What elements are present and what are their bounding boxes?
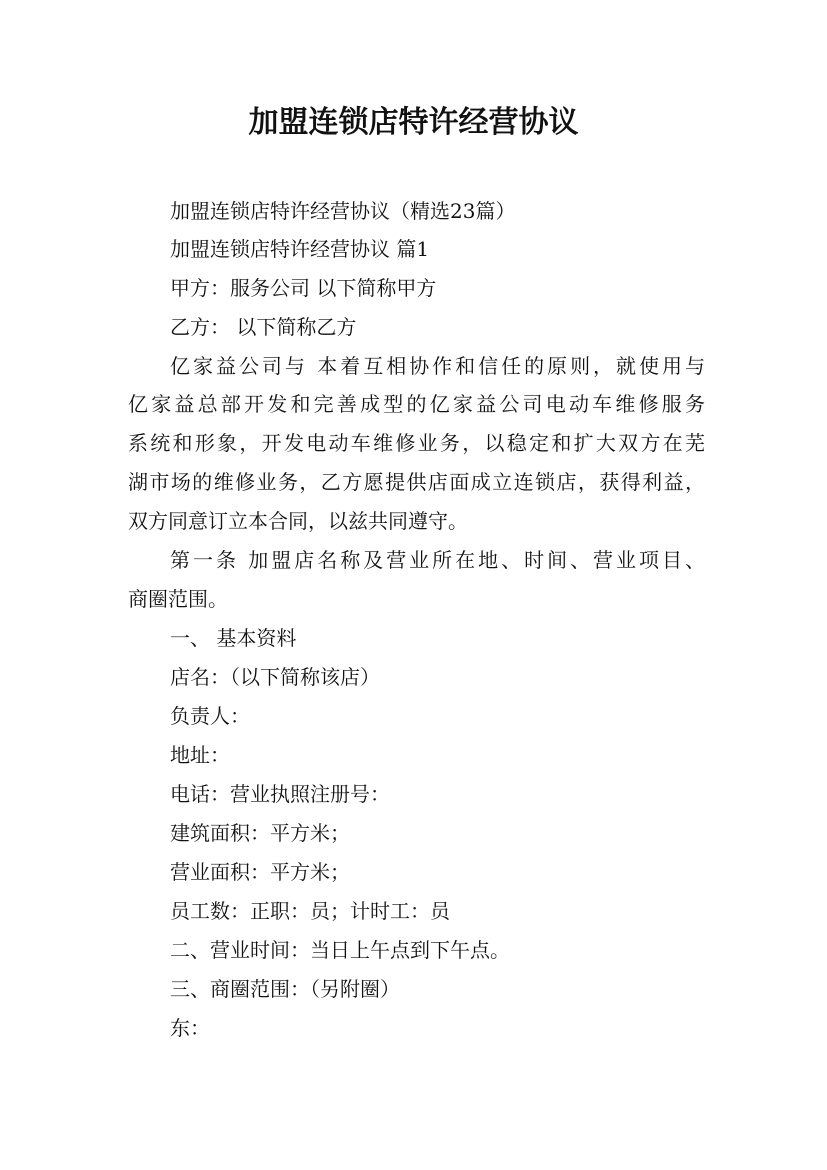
- document-title: 加盟连锁店特许经营协议: [248, 105, 579, 140]
- article-heading-line: 商圈范围。: [128, 587, 228, 611]
- article-heading-line: 第一条 加盟店名称及营业所在地、时间、营业项目、: [170, 548, 705, 572]
- east-boundary-line: 东：: [170, 1016, 210, 1040]
- body-paragraph-line: 湖市场的维修业务，乙方愿提供店面成立连锁店，获得利益，: [128, 470, 705, 494]
- address-line: 地址：: [170, 743, 230, 767]
- trade-area-line: 三、商圈范围：（另附圈）: [170, 977, 400, 1001]
- party-a-line: 甲方：服务公司 以下简称甲方: [170, 276, 437, 300]
- business-hours-line: 二、营业时间：当日上午点到下午点。: [170, 938, 510, 962]
- building-area-line: 建筑面积：平方米；: [170, 821, 350, 845]
- body-paragraph-line: 亿家益总部开发和完善成型的亿家益公司电动车维修服务: [128, 392, 705, 416]
- party-b-line: 乙方： 以下简称乙方: [170, 315, 357, 339]
- paragraph-section-heading: 加盟连锁店特许经营协议 篇1: [170, 237, 430, 261]
- staff-count-line: 员工数：正职：员；计时工：员: [170, 899, 450, 923]
- phone-license-line: 电话：营业执照注册号：: [170, 782, 390, 806]
- business-area-line: 营业面积：平方米；: [170, 860, 350, 884]
- body-paragraph-line: 亿家益公司与 本着互相协作和信任的原则，就使用与: [170, 354, 705, 378]
- body-paragraph-line: 双方同意订立本合同，以兹共同遵守。: [128, 509, 468, 533]
- paragraph-subtitle: 加盟连锁店特许经营协议（精选23篇）: [170, 199, 516, 223]
- section-heading: 一、 基本资料: [170, 626, 297, 650]
- store-name-line: 店名：（以下简称该店）: [170, 665, 380, 689]
- body-paragraph-line: 系统和形象，开发电动车维修业务，以稳定和扩大双方在芜: [128, 431, 705, 455]
- manager-line: 负责人：: [170, 704, 250, 728]
